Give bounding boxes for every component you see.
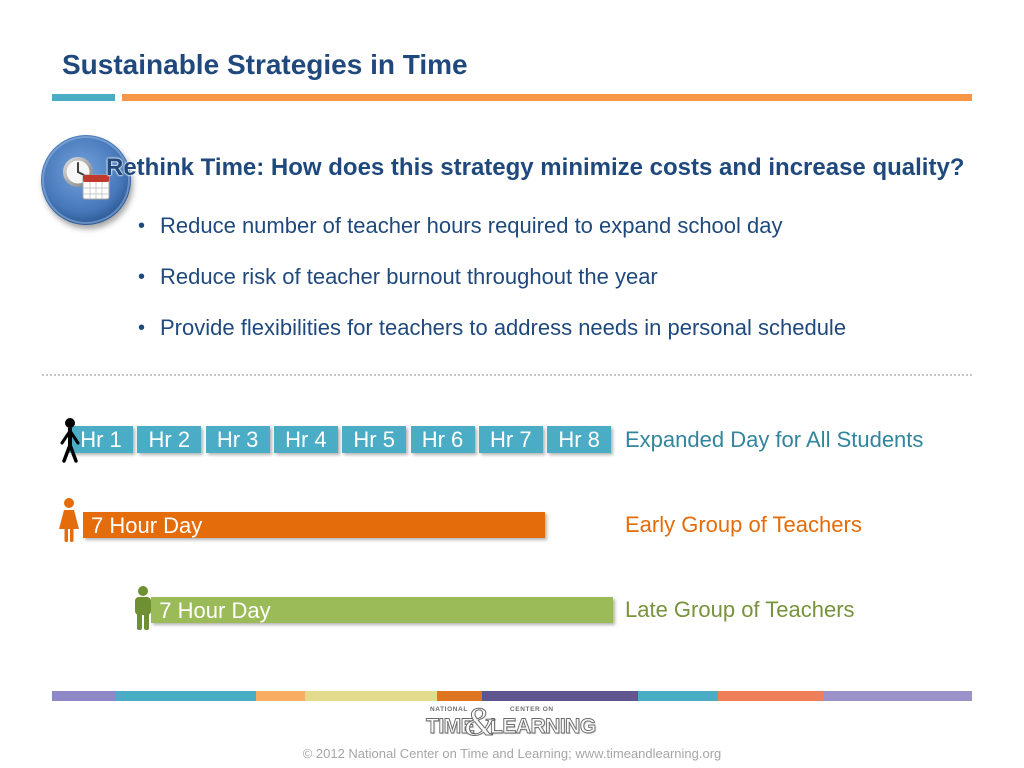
strategy-question-heading: Rethink Time: How does this strategy minimize costs and increase quality? (106, 154, 965, 181)
stripe-segment (115, 691, 256, 701)
logo-national-text: NATIONAL (430, 706, 468, 713)
hour-block: Hr 4 (274, 426, 338, 453)
bullet-text: Reduce number of teacher hours required to expand school day (160, 213, 783, 238)
stripe-segment (305, 691, 437, 701)
hour-block: Hr 6 (411, 426, 475, 453)
bullet-icon (138, 262, 152, 292)
footer-color-stripe (52, 691, 972, 701)
hour-block: Hr 7 (479, 426, 543, 453)
logo-time-text: TIME (426, 715, 475, 738)
bullet-item (138, 313, 846, 364)
stripe-segment (482, 691, 638, 701)
logo-learning-text: LEARNING (490, 715, 596, 738)
bullet-item (138, 262, 846, 313)
dotted-divider (42, 374, 972, 376)
copyright-footer: © 2012 National Center on Time and Learning; www.timeandlearning.org (302, 746, 722, 761)
male-teacher-figure-icon (132, 585, 154, 631)
stripe-segment (718, 691, 823, 701)
stripe-segment (823, 691, 972, 701)
hour-block: Hr 1 (69, 426, 133, 453)
title-rule (122, 94, 972, 101)
title-rule-accent (52, 94, 115, 101)
late-teachers-bar (151, 597, 613, 623)
bullet-icon (138, 211, 152, 241)
logo-ampersand: & (464, 699, 496, 744)
hour-block: Hr 5 (342, 426, 406, 453)
logo-center-on-text: CENTER ON (510, 706, 554, 713)
organization-logo (424, 699, 604, 745)
stripe-segment (52, 691, 115, 701)
stripe-segment (638, 691, 718, 701)
early-teachers-row-label: Early Group of Teachers (625, 512, 862, 537)
students-row-label: Expanded Day for All Students (625, 427, 924, 452)
late-teachers-bar-text: 7 Hour Day (159, 598, 271, 623)
stripe-segment (256, 691, 305, 701)
early-teachers-bar-text: 7 Hour Day (91, 513, 203, 538)
bullet-text: Reduce risk of teacher burnout throughout the year (160, 264, 658, 289)
bullet-icon (138, 313, 152, 343)
bullet-text: Provide flexibilities for teachers to address needs in personal schedule (160, 315, 847, 340)
hour-block: Hr 3 (206, 426, 270, 453)
early-teachers-bar (83, 512, 545, 538)
slide-title: Sustainable Strategies in Time (62, 49, 468, 80)
female-teacher-figure-icon (57, 497, 81, 543)
hour-block: Hr 8 (547, 426, 611, 453)
bullet-item (138, 211, 846, 262)
late-teachers-row-label: Late Group of Teachers (625, 597, 855, 622)
bullet-list (138, 211, 846, 364)
student-figure-icon (56, 415, 84, 463)
hour-block: Hr 2 (137, 426, 201, 453)
